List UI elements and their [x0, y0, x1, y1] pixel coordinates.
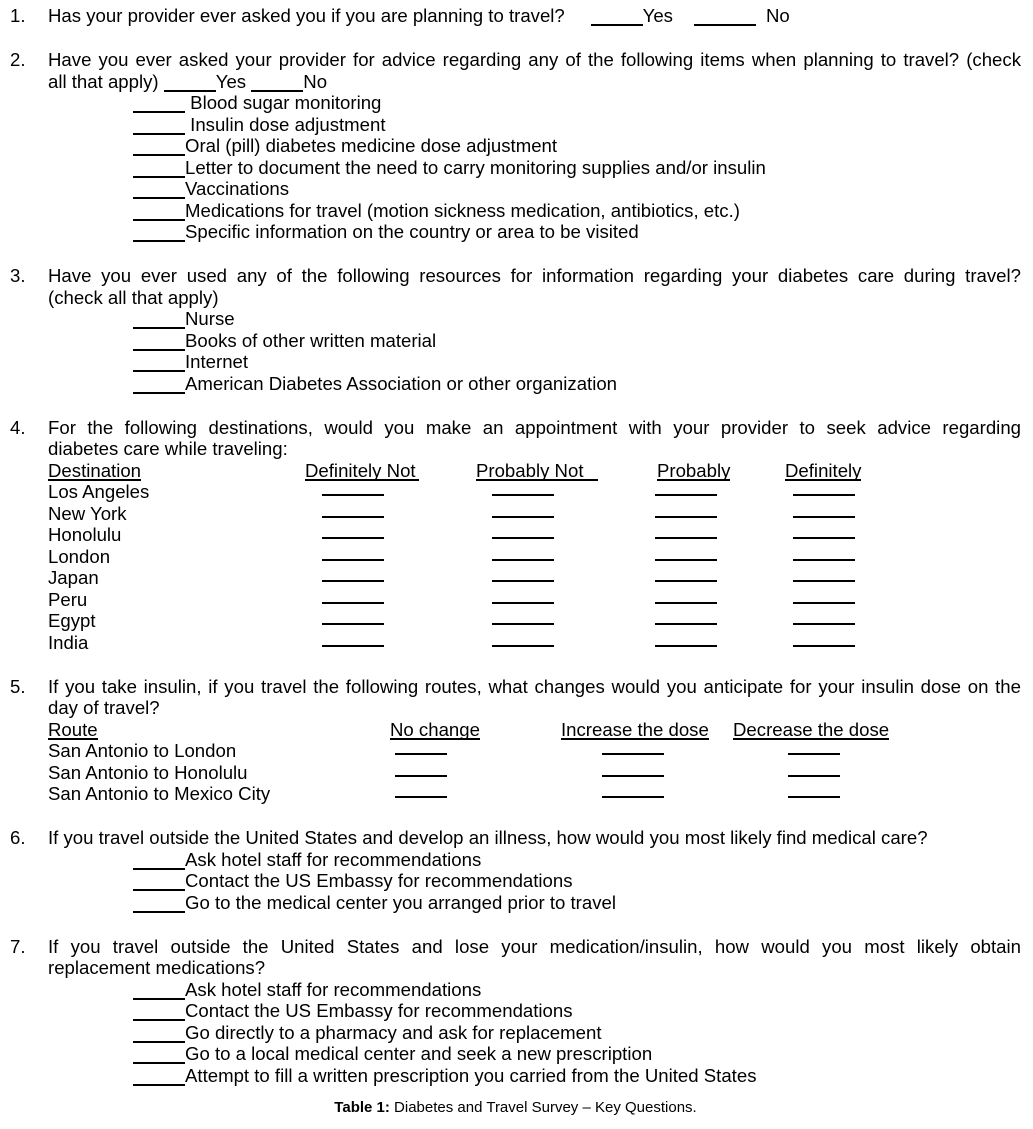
checklist-item: [48, 178, 1021, 200]
question-4: [10, 417, 1021, 654]
answer-blank: [602, 796, 664, 798]
question-5: [10, 676, 1021, 805]
answer-blank: [591, 10, 643, 26]
answer-blank: [133, 205, 185, 221]
checklist-item: [48, 308, 1021, 330]
table-header-row: [48, 719, 1021, 741]
question-text: For the following destinations, would you make an appointment with your provider to seek advice regarding: [48, 416, 1021, 438]
checklist-item-label: Go to a local medical center and seek a new prescription: [185, 1043, 653, 1064]
checklist-item-label: Nurse: [185, 308, 235, 329]
question-6: [10, 827, 1021, 913]
question-line: [48, 438, 1021, 460]
answer-blank: [793, 537, 855, 539]
answer-blank: [133, 119, 185, 135]
table-row: [48, 481, 1021, 503]
answer-blank: [793, 494, 855, 496]
answer-blank: [793, 645, 855, 647]
answer-blank: [655, 580, 717, 582]
question-text: Has your provider ever asked you if you are planning to travel?: [48, 5, 565, 26]
question-text: Yes: [215, 70, 252, 92]
question-number: 1.: [10, 5, 26, 26]
answer-blank: [133, 183, 185, 199]
answer-blank: [322, 494, 384, 496]
table-routes: [48, 719, 1021, 805]
row-label: Los Angeles: [48, 481, 150, 502]
question-1: [10, 5, 1021, 27]
answer-blank: [655, 623, 717, 625]
checklist-item: [48, 870, 1021, 892]
column-header: Increase the dose: [561, 718, 709, 740]
answer-blank: [133, 378, 185, 394]
question-line: [48, 265, 1021, 287]
question-line: [48, 417, 1021, 439]
table-caption: [10, 1099, 1021, 1117]
question-text: day of travel?: [48, 697, 160, 718]
answer-blank: [322, 645, 384, 647]
answer-blank: [655, 537, 717, 539]
checklist-item: [48, 351, 1021, 373]
answer-blank: [322, 559, 384, 561]
question-text: If you travel outside the United States and lose your medication/insulin, how would you most likely obtain: [48, 935, 1021, 957]
answer-blank: [492, 559, 554, 561]
answer-blank: [602, 775, 664, 777]
answer-blank: [793, 516, 855, 518]
question-line: [48, 287, 1021, 309]
answer-blank: [133, 140, 185, 156]
checklist-item: [48, 92, 1021, 114]
answer-blank: [655, 559, 717, 561]
question-number: 3.: [10, 265, 26, 286]
question-text: diabetes care while traveling:: [48, 438, 288, 459]
checklist-item: [48, 157, 1021, 179]
checklist-item: [48, 1043, 1021, 1065]
checklist-item-label: Go to the medical center you arranged prior to travel: [185, 891, 616, 913]
question-number: 2.: [10, 49, 26, 70]
question-body: [48, 417, 1021, 654]
answer-blank: [788, 796, 840, 798]
answer-blank: [133, 356, 185, 372]
table-header-row: [48, 460, 1021, 482]
answer-blank: [322, 602, 384, 604]
checklist-item: [48, 979, 1021, 1001]
table-row: [48, 567, 1021, 589]
question-number: 7.: [10, 935, 26, 957]
column-header: Definitely Not: [305, 462, 419, 481]
question-body: [48, 676, 1021, 805]
answer-blank: [655, 645, 717, 647]
question-number: 6.: [10, 827, 26, 848]
caption-label: Table 1:: [334, 1099, 390, 1116]
checklist-item: [48, 221, 1021, 243]
answer-blank: [395, 775, 447, 777]
checklist-item: [48, 892, 1021, 914]
answer-blank: [793, 623, 855, 625]
question-body: [48, 5, 1021, 27]
answer-blank: [793, 559, 855, 561]
answer-blank: [322, 537, 384, 539]
table-row: [48, 524, 1021, 546]
checklist-item-label: Books of other written material: [185, 329, 437, 351]
question-number: 5.: [10, 675, 26, 697]
answer-blank: [133, 1048, 185, 1064]
row-label: India: [48, 631, 89, 653]
answer-blank: [395, 753, 447, 755]
question-line: [48, 957, 1021, 979]
question-line: [48, 697, 1021, 719]
row-label: Japan: [48, 567, 99, 588]
question-line: [48, 71, 1021, 93]
checklist-item: [48, 114, 1021, 136]
answer-blank: [793, 602, 855, 604]
table-row: [48, 610, 1021, 632]
checklist-item-label: American Diabetes Association or other organization: [185, 372, 618, 394]
question-line: [48, 676, 1021, 698]
answer-blank: [492, 494, 554, 496]
answer-blank: [788, 775, 840, 777]
question-text: replacement medications?: [48, 957, 266, 978]
answer-blank: [492, 580, 554, 582]
answer-blank: [133, 97, 185, 113]
row-label: Egypt: [48, 610, 96, 631]
answer-blank: [251, 76, 303, 92]
spacer: [565, 5, 591, 26]
column-header: Destination: [48, 459, 142, 481]
answer-blank: [655, 602, 717, 604]
answer-blank: [164, 76, 216, 92]
checklist-item: [48, 1000, 1021, 1022]
answer-blank: [133, 1070, 185, 1086]
checklist-item-label: Go directly to a pharmacy and ask for replacement: [185, 1021, 602, 1043]
question-text: If you travel outside the United States and develop an illness, how would you most likely find medical care?: [48, 827, 928, 848]
answer-blank: [655, 516, 717, 518]
answer-blank: [133, 854, 185, 870]
question-text: Yes: [642, 5, 673, 26]
question-2: [10, 49, 1021, 243]
row-label: Peru: [48, 588, 88, 610]
answer-blank: [322, 580, 384, 582]
answer-blank: [133, 335, 185, 351]
question-text: No: [303, 70, 328, 92]
checklist-item: [48, 1065, 1021, 1087]
row-label: San Antonio to Mexico City: [48, 783, 271, 804]
checklist-item-label: Internet: [185, 351, 249, 372]
checklist-item-label: Vaccinations: [185, 178, 290, 199]
checklist-item-label: Medications for travel (motion sickness medication, antibiotics, etc.): [185, 199, 740, 221]
question-text: No: [765, 5, 790, 26]
spacer: [673, 5, 694, 26]
checklist-item-label: Oral (pill) diabetes medicine dose adjustment: [185, 135, 558, 156]
question-line: [48, 5, 1021, 27]
checklist-item: [48, 849, 1021, 871]
answer-blank: [322, 516, 384, 518]
answer-blank: [492, 537, 554, 539]
question-body: [48, 827, 1021, 913]
checklist-item-label: Contact the US Embassy for recommendations: [185, 870, 573, 891]
answer-blank: [788, 753, 840, 755]
row-label: London: [48, 545, 111, 567]
column-header: Decrease the dose: [733, 718, 890, 740]
answer-blank: [133, 984, 185, 1000]
question-text: all that apply): [48, 70, 164, 92]
answer-blank: [492, 623, 554, 625]
column-header: Probably Not: [476, 462, 598, 481]
question-body: [48, 265, 1021, 394]
question-7: [10, 936, 1021, 1087]
answer-blank: [133, 875, 185, 891]
question-text: Have you ever asked your provider for advice regarding any of the following items when planning to travel? (check: [48, 49, 1021, 70]
answer-blank: [133, 1005, 185, 1021]
column-header: Probably: [657, 459, 731, 481]
row-label: Honolulu: [48, 524, 122, 545]
column-header: Definitely: [785, 459, 862, 481]
question-number: 4.: [10, 416, 26, 438]
checklist-item-label: Ask hotel staff for recommendations: [185, 978, 482, 1000]
question-text: If you take insulin, if you travel the following routes, what changes would you anticipate for your insulin dose on the: [48, 675, 1021, 697]
checklist-item: [48, 1022, 1021, 1044]
checklist-item-label: Insulin dose adjustment: [185, 113, 386, 135]
row-label: San Antonio to Honolulu: [48, 761, 248, 783]
question-body: [48, 936, 1021, 1087]
checklist-item-label: Ask hotel staff for recommendations: [185, 848, 482, 870]
question-line: [48, 49, 1021, 71]
answer-blank: [133, 1027, 185, 1043]
column-header: No change: [390, 718, 480, 740]
table-row: [48, 783, 1021, 805]
answer-blank: [602, 753, 664, 755]
question-text: Have you ever used any of the following resources for information regarding your diabetes care during travel?: [48, 265, 1021, 286]
question-3: [10, 265, 1021, 394]
checklist-item: [48, 200, 1021, 222]
answer-blank: [133, 313, 185, 329]
table-row: [48, 632, 1021, 654]
checklist-item-label: Attempt to fill a written prescription you carried from the United States: [185, 1064, 757, 1086]
checklist-item-label: Blood sugar monitoring: [185, 92, 382, 113]
table-row: [48, 740, 1021, 762]
question-text: (check all that apply): [48, 286, 219, 308]
answer-blank: [133, 162, 185, 178]
checklist-item-label: Contact the US Embassy for recommendations: [185, 1000, 573, 1021]
answer-blank: [492, 602, 554, 604]
column-header: Route: [48, 718, 98, 740]
table-row: [48, 503, 1021, 525]
answer-blank: [133, 897, 185, 913]
table-row: [48, 589, 1021, 611]
checklist-item: [48, 135, 1021, 157]
answer-blank: [395, 796, 447, 798]
table-row: [48, 546, 1021, 568]
question-line: [48, 936, 1021, 958]
checklist-item: [48, 373, 1021, 395]
table-destinations: [48, 460, 1021, 654]
answer-blank: [492, 516, 554, 518]
table-row: [48, 762, 1021, 784]
question-body: [48, 49, 1021, 243]
answer-blank: [694, 10, 756, 26]
row-label: New York: [48, 502, 127, 524]
answer-blank: [793, 580, 855, 582]
row-label: San Antonio to London: [48, 740, 237, 761]
caption-text: Diabetes and Travel Survey – Key Questions.: [389, 1099, 697, 1116]
answer-blank: [655, 494, 717, 496]
question-line: [48, 827, 1021, 849]
checklist-item-label: Letter to document the need to carry monitoring supplies and/or insulin: [185, 156, 766, 178]
checklist-item-label: Specific information on the country or area to be visited: [185, 221, 639, 242]
answer-blank: [322, 623, 384, 625]
answer-blank: [133, 226, 185, 242]
answer-blank: [492, 645, 554, 647]
checklist-item: [48, 330, 1021, 352]
questions: [10, 5, 1021, 1086]
spacer: [756, 5, 766, 26]
